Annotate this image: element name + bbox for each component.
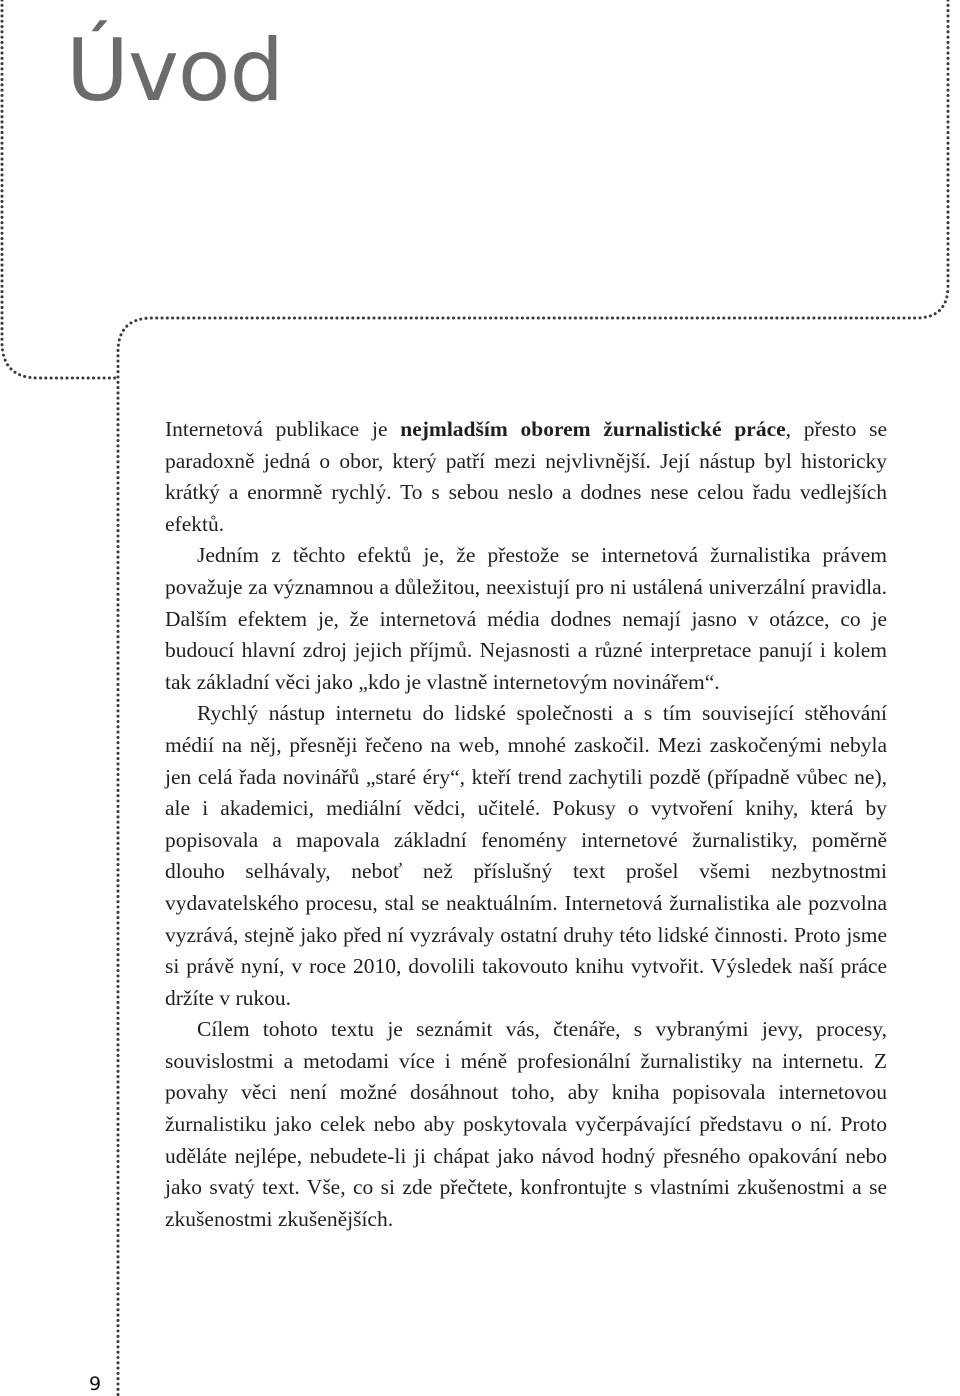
chapter-title: Úvod xyxy=(66,21,284,121)
body-text xyxy=(165,414,887,1235)
paragraph-3: Rychlý nástup internetu do lidské společnosti a s tím související stěhování médií na něj, přesněji řečeno na web, mnohé zaskočil. Mezi zaskočenými nebyla jen celá řada novinářů „staré éry“, kteří trend zachytili pozdě (případně vůbec ne), ale i akademici, mediální vědci, učitelé. Pokusy o vytvoření knihy, která by popisovala a mapovala základní fenomény internetové žurnalistiky, poměrně dlouho selhávaly, neboť než příslušný text prošel všemi nezbytnostmi vydavatelského procesu, stal se neaktuálním. Internetová žurnalistika ale pozvolna vyzrává, stejně jako před ní vyzrávaly ostatní druhy této lidské činnosti. Proto jsme si právě nyní, v roce 2010, dovolili takovouto knihu vytvořit. Výsledek naší práce držíte v rukou. xyxy=(165,701,887,1010)
paragraph-4: Cílem tohoto textu je seznámit vás, čtenáře, s vybranými jevy, procesy, souvislostmi a metodami více i méně profesionální žurnalistiky na internetu. Z povahy věci není možné dosáhnout toho, aby kniha popisovala internetovou žurnalistiku jako celek nebo aby poskytovala vyčerpávající představu o ní. Proto uděláte nejlépe, nebudete-li ji chápat jako návod hodný přesného opakování nebo jako svatý text. Vše, co si zde přečtete, konfrontujte s vlastními zkušenostmi a se zkušenostmi zkušenějších. xyxy=(165,1017,887,1231)
paragraph-1-intro: Internetová publikace je xyxy=(165,417,401,441)
paragraph-1 xyxy=(165,414,887,540)
paragraph-1-rest: , přesto se paradoxně jedná o obor, který patří mezi nejvlivnější. Její nástup byl historicky krátký a enormně rychlý. To s sebou neslo a dodnes nese celou řadu vedlejších efektů. xyxy=(165,417,887,536)
page-number: 9 xyxy=(88,1373,102,1395)
paragraph-1-emphasis: nejmladším oborem žurnalistické práce xyxy=(400,417,786,441)
paragraph-2: Jedním z těchto efektů je, že přestože se internetová žurnalistika právem považuje za významnou a důležitou, neexistují pro ni ustálená univerzální pravidla. Dalším efektem je, že internetová média dodnes nemají jasno v otázce, co je budoucí hlavní zdroj jejich příjmů. Nejasnosti a různé interpretace panují i kolem tak základní věci jako „kdo je vlastně internetovým novinářem“. xyxy=(165,543,887,694)
